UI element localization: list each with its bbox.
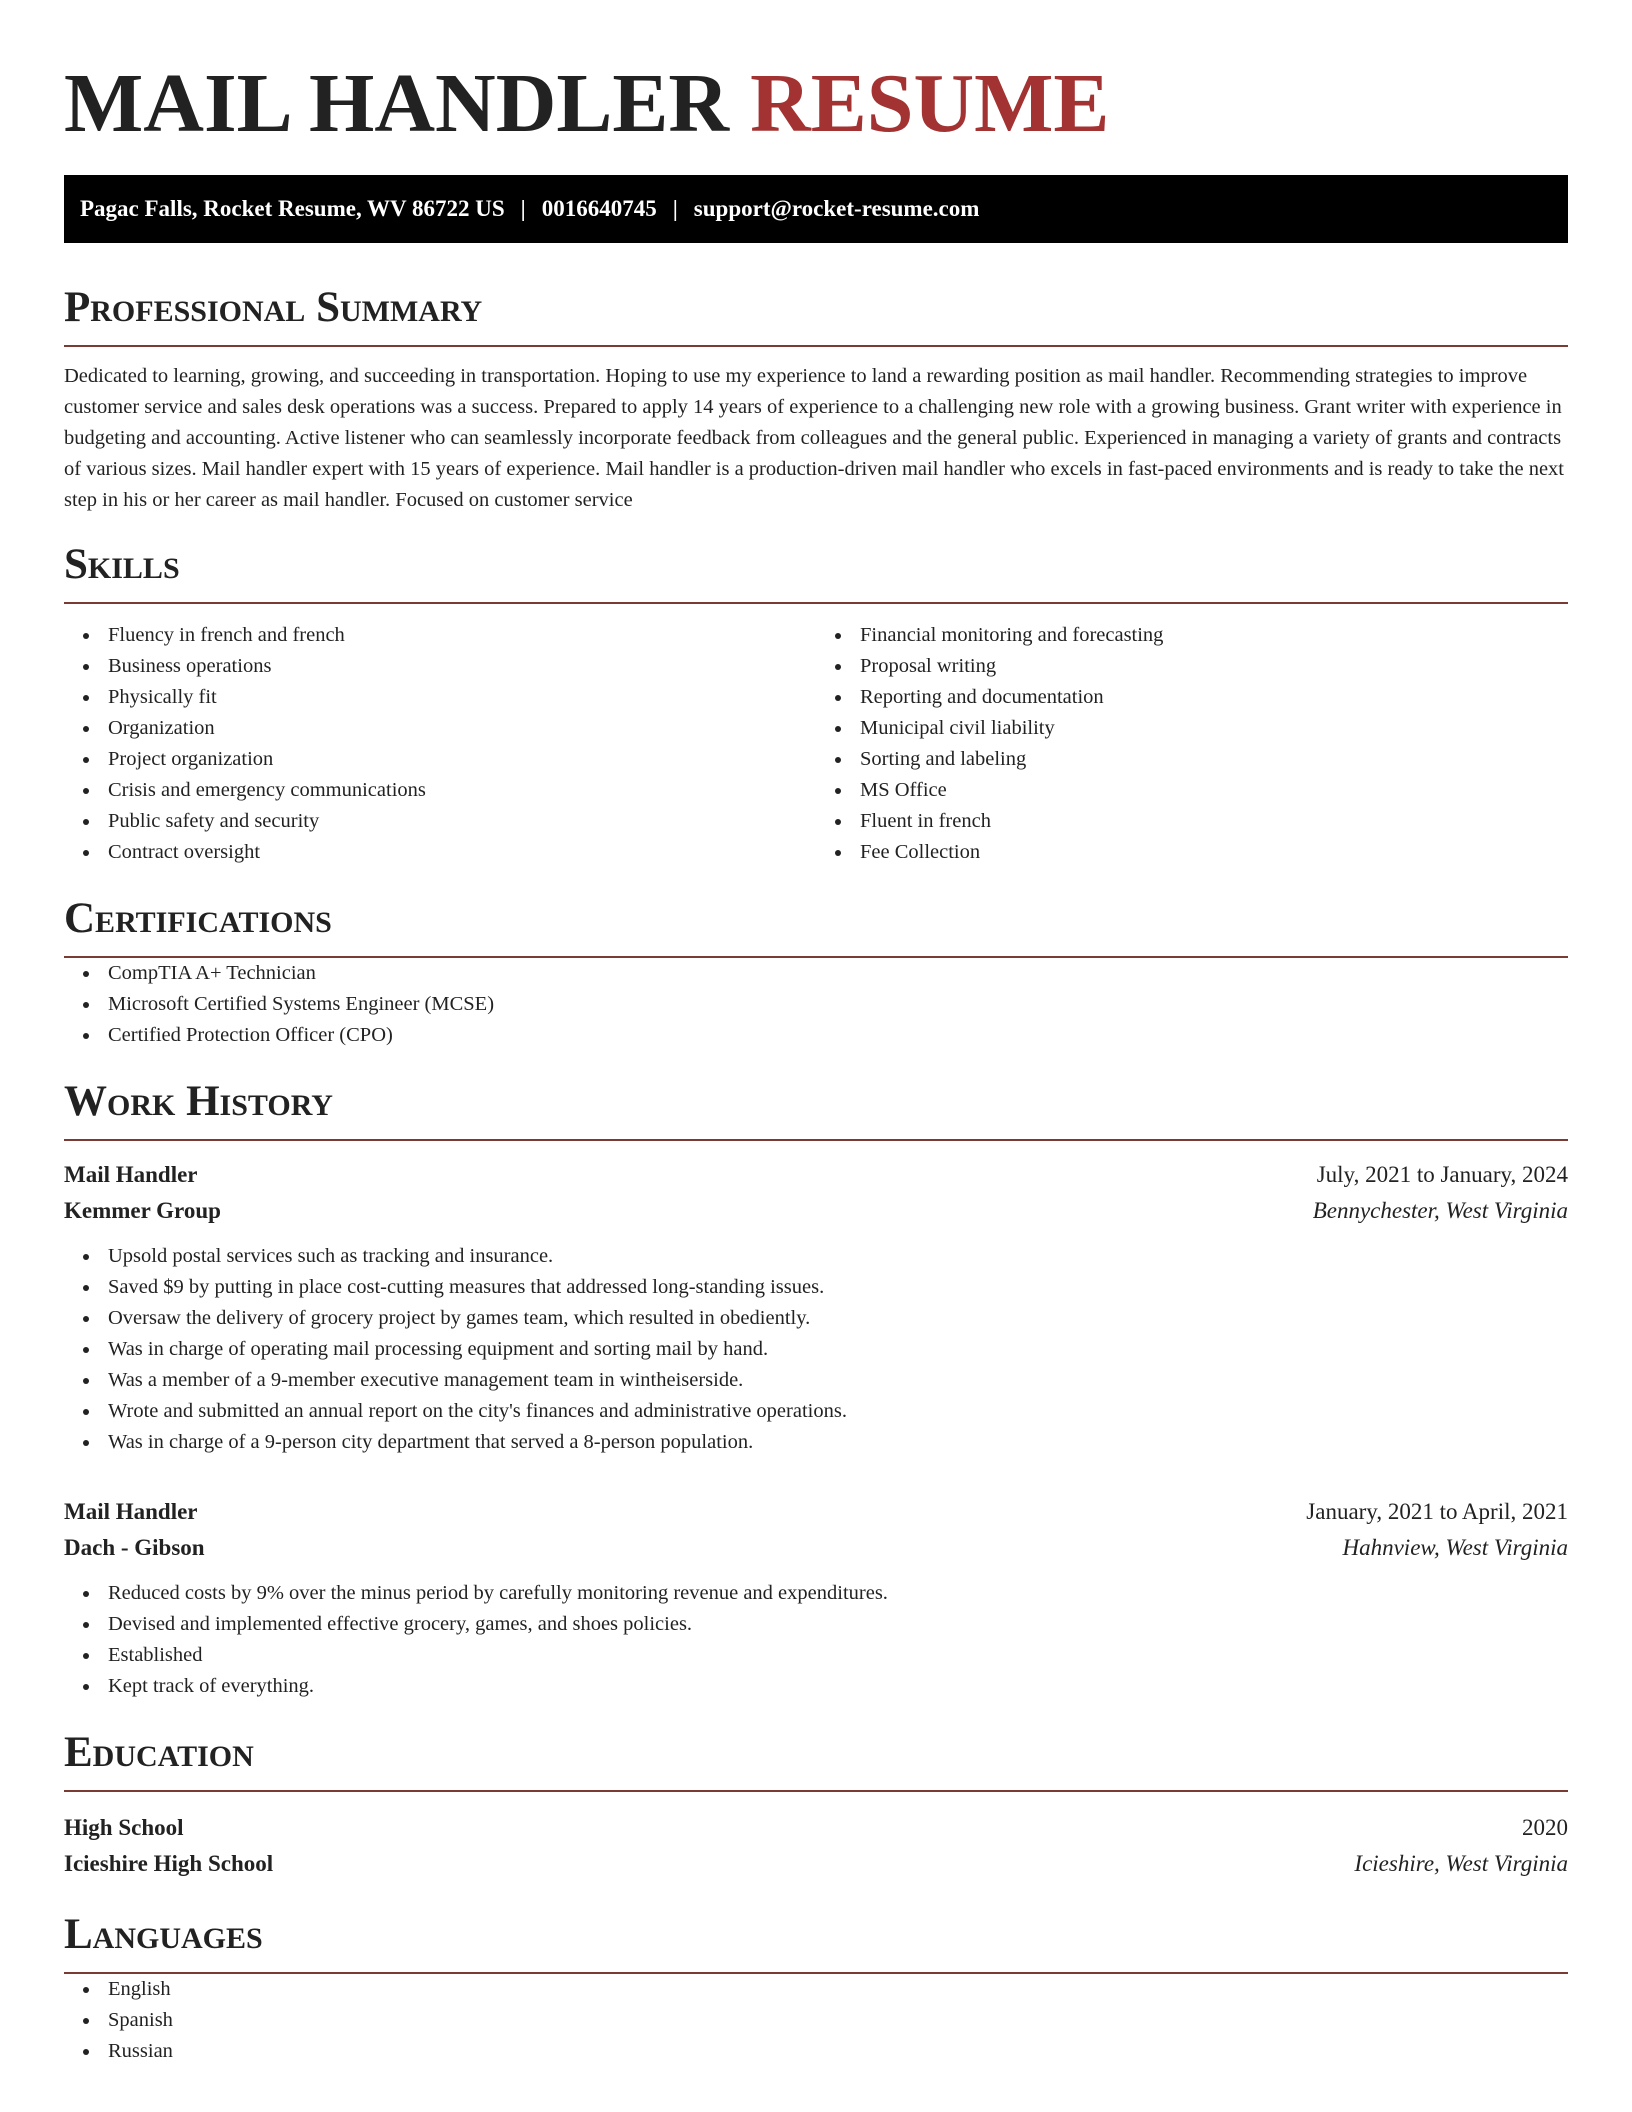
language-item: Spanish: [64, 2005, 1568, 2036]
work-history-heading: Work History: [64, 1077, 1568, 1141]
job-duty: Wrote and submitted an annual report on the city's finances and administrative operations.: [64, 1396, 1568, 1427]
job-title-row: [64, 1494, 1568, 1530]
job-duty: Saved $9 by putting in place cost-cutting measures that addressed long-standing issues.: [64, 1272, 1568, 1303]
job-duties-list: [64, 1241, 1568, 1458]
skill-item: MS Office: [816, 775, 1568, 806]
job-company-row: [64, 1193, 1568, 1229]
job-duty: Reduced costs by 9% over the minus period by carefully monitoring revenue and expenditures.: [64, 1578, 1568, 1609]
job-duties-list: [64, 1578, 1568, 1702]
job-duty: Devised and implemented effective grocery, games, and shoes policies.: [64, 1609, 1568, 1640]
languages-section: [64, 1910, 1568, 2067]
job-location: Bennychester, West Virginia: [1312, 1198, 1568, 1223]
skills-section: [64, 540, 1568, 868]
contact-bar: [64, 175, 1568, 243]
skill-item: Crisis and emergency communications: [64, 775, 816, 806]
skills-heading: Skills: [64, 540, 1568, 604]
contact-separator: |: [672, 196, 678, 221]
job-company-row: [64, 1530, 1568, 1566]
title-part-resume: RESUME: [750, 57, 1110, 150]
skill-item: Financial monitoring and forecasting: [816, 620, 1568, 651]
skill-item: Proposal writing: [816, 651, 1568, 682]
skill-item: Organization: [64, 713, 816, 744]
job-dates: July, 2021 to January, 2024: [1316, 1162, 1568, 1187]
job-duty: Oversaw the delivery of grocery project by games team, which resulted in obediently.: [64, 1303, 1568, 1334]
skills-grid: [64, 620, 1568, 868]
job-title-row: [64, 1157, 1568, 1193]
education-school-row: [64, 1846, 1568, 1882]
skill-item: Fluency in french and french: [64, 620, 816, 651]
job-duty: Kept track of everything.: [64, 1671, 1568, 1702]
certification-item: CompTIA A+ Technician: [64, 958, 1568, 989]
languages-list: [64, 1974, 1568, 2067]
job-title: Mail Handler: [64, 1499, 198, 1524]
job-title: Mail Handler: [64, 1162, 198, 1187]
job-duty: Was in charge of a 9-person city department that served a 8-person population.: [64, 1427, 1568, 1458]
job-duty: Established: [64, 1640, 1568, 1671]
language-item: Russian: [64, 2036, 1568, 2067]
certifications-heading: Certifications: [64, 894, 1568, 958]
certifications-section: [64, 894, 1568, 1051]
skill-item: Business operations: [64, 651, 816, 682]
job-duty: Was a member of a 9-member executive management team in wintheiserside.: [64, 1365, 1568, 1396]
skill-item: Fluent in french: [816, 806, 1568, 837]
certification-item: Microsoft Certified Systems Engineer (MCSE): [64, 989, 1568, 1020]
contact-address: Pagac Falls, Rocket Resume, WV 86722 US: [80, 196, 505, 221]
education-degree: High School: [64, 1815, 184, 1840]
job-company: Kemmer Group: [64, 1198, 221, 1223]
certification-item: Certified Protection Officer (CPO): [64, 1020, 1568, 1051]
summary-heading: Professional Summary: [64, 283, 1568, 347]
skills-list-left: [64, 620, 816, 868]
contact-email: support@rocket-resume.com: [693, 196, 980, 221]
education-degree-row: [64, 1810, 1568, 1846]
skills-list-right: [816, 620, 1568, 868]
summary-section: [64, 283, 1568, 516]
job-duty: Was in charge of operating mail processing equipment and sorting mail by hand.: [64, 1334, 1568, 1365]
job-location: Hahnview, West Virginia: [1342, 1535, 1568, 1560]
certifications-list: [64, 958, 1568, 1051]
skill-item: Fee Collection: [816, 837, 1568, 868]
education-location: Icieshire, West Virginia: [1354, 1851, 1568, 1876]
education-heading: Education: [64, 1728, 1568, 1792]
education-school: Icieshire High School: [64, 1851, 274, 1876]
job-dates: January, 2021 to April, 2021: [1306, 1499, 1568, 1524]
work-history-section: [64, 1077, 1568, 1702]
title-part-job: MAIL HANDLER: [64, 57, 730, 150]
job-company: Dach - Gibson: [64, 1535, 205, 1560]
contact-separator: |: [520, 196, 526, 221]
education-entry: [64, 1810, 1568, 1882]
summary-text: Dedicated to learning, growing, and succeeding in transportation. Hoping to use my experience to land a rewarding position as mail handler. Recommending strategies to improve customer service and sales desk operations was a success. Prepared to apply 14 years of experience to a challenging new role with a growing business. Grant writer with experience in budgeting and accounting. Active listener who can seamlessly incorporate feedback from colleagues and the general public. Experienced in managing a variety of grants and contracts of various sizes. Mail handler expert with 15 years of experience. Mail handler is a production-driven mail handler who excels in fast-paced environments and is ready to take the next step in his or her career as mail handler. Focused on customer service: [64, 365, 1564, 511]
skill-item: Project organization: [64, 744, 816, 775]
job-duty: Upsold postal services such as tracking and insurance.: [64, 1241, 1568, 1272]
education-year: 2020: [1522, 1815, 1568, 1840]
contact-phone: 0016640745: [541, 196, 657, 221]
skill-item: Municipal civil liability: [816, 713, 1568, 744]
skill-item: Reporting and documentation: [816, 682, 1568, 713]
skill-item: Physically fit: [64, 682, 816, 713]
skill-item: Contract oversight: [64, 837, 816, 868]
resume-title: [64, 0, 1568, 150]
skill-item: Public safety and security: [64, 806, 816, 837]
education-section: [64, 1728, 1568, 1882]
job-entry: [64, 1157, 1568, 1458]
language-item: English: [64, 1974, 1568, 2005]
skill-item: Sorting and labeling: [816, 744, 1568, 775]
languages-heading: Languages: [64, 1910, 1568, 1974]
job-entry: [64, 1494, 1568, 1702]
